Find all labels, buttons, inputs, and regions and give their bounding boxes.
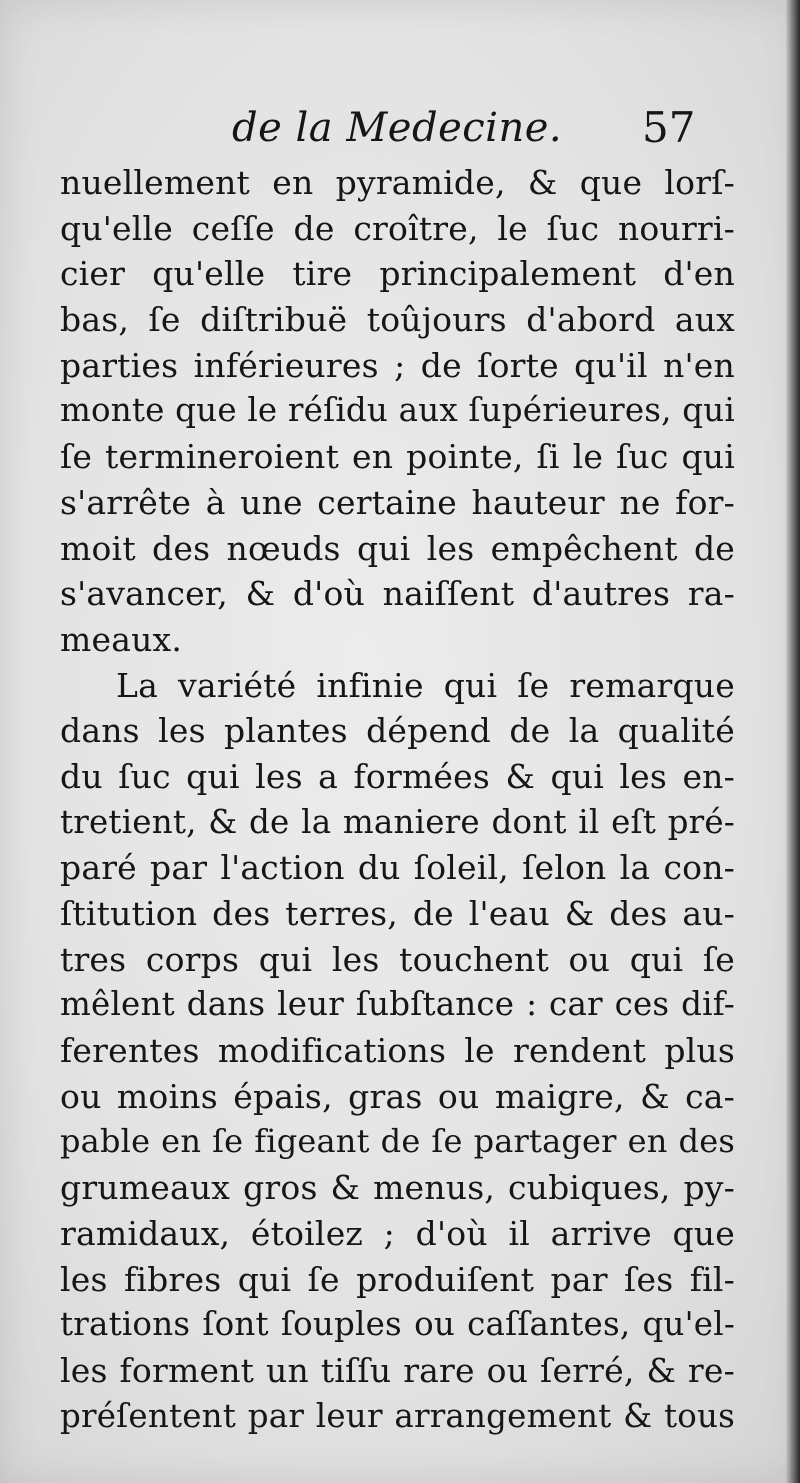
text-line: parties inférieures ; de ſorte qu'il n'en xyxy=(60,345,735,385)
text-line: paré par l'action du ſoleil, ſelon la con- xyxy=(60,848,735,888)
text-line: mêlent dans leur ſubſtance : car ces dif- xyxy=(60,985,735,1024)
paragraph xyxy=(60,663,735,1440)
text-line: du ſuc qui les a formées & qui les en- xyxy=(60,756,735,796)
text-line: nuellement en pyramide, & que lorſ- xyxy=(60,163,735,202)
text-line: bas, ſe diſtribuë toûjours d'abord aux xyxy=(60,300,735,340)
text-line: qu'elle ceſſe de croître, le ſuc nourri- xyxy=(60,208,735,248)
text-line: ſtitution des terres, de l'eau & des au- xyxy=(60,894,735,933)
page-number: 57 xyxy=(642,103,696,152)
paragraph xyxy=(60,160,735,663)
text-line: dans les plantes dépend de la qualité xyxy=(60,711,735,751)
text-line: ou moins épais, gras ou maigre, & ca- xyxy=(60,1076,735,1116)
text-line: ferentes modifications le rendent plus xyxy=(60,1031,735,1071)
body-text xyxy=(60,160,735,1439)
text-line: ſe termineroient en pointe, ſi le ſuc qui xyxy=(60,437,735,477)
text-line: meaux. xyxy=(60,619,183,659)
text-line: moit des nœuds qui les empêchent de xyxy=(60,528,735,568)
running-title: de la Medecine. xyxy=(232,105,563,151)
text-line: ramidaux, étoilez ; d'où il arrive que xyxy=(60,1213,735,1253)
text-line: les fibres qui ſe produiſent par ſes fil- xyxy=(60,1259,735,1299)
text-line: s'avancer, & d'où naiſſent d'autres ra- xyxy=(60,574,735,614)
page-edge-shadow xyxy=(786,0,800,1483)
text-line: trations ſont ſouples ou caſſantes, qu'el- xyxy=(60,1305,735,1344)
text-line: préſentent par leur arrangement & tous xyxy=(60,1396,735,1435)
text-line: grumeaux gros & menus, cubiques, py- xyxy=(60,1168,735,1208)
text-line: tretient, & de la maniere dont il eſt pré- xyxy=(60,802,735,841)
text-line: cier qu'elle tire principalement d'en xyxy=(60,254,735,294)
page-header xyxy=(0,100,800,160)
text-line: s'arrête à une certaine hauteur ne for- xyxy=(60,482,735,522)
text-line: monte que le réſidu aux ſupérieures, qui xyxy=(60,391,735,430)
text-line: les forment un tiſſu rare ou ſerré, & re- xyxy=(60,1350,735,1390)
text-line: pable en ſe figeant de ſe partager en des xyxy=(60,1122,735,1161)
text-line: La variété infinie qui ſe remarque xyxy=(116,665,735,705)
text-line: tres corps qui les touchent ou qui ſe xyxy=(60,939,735,979)
